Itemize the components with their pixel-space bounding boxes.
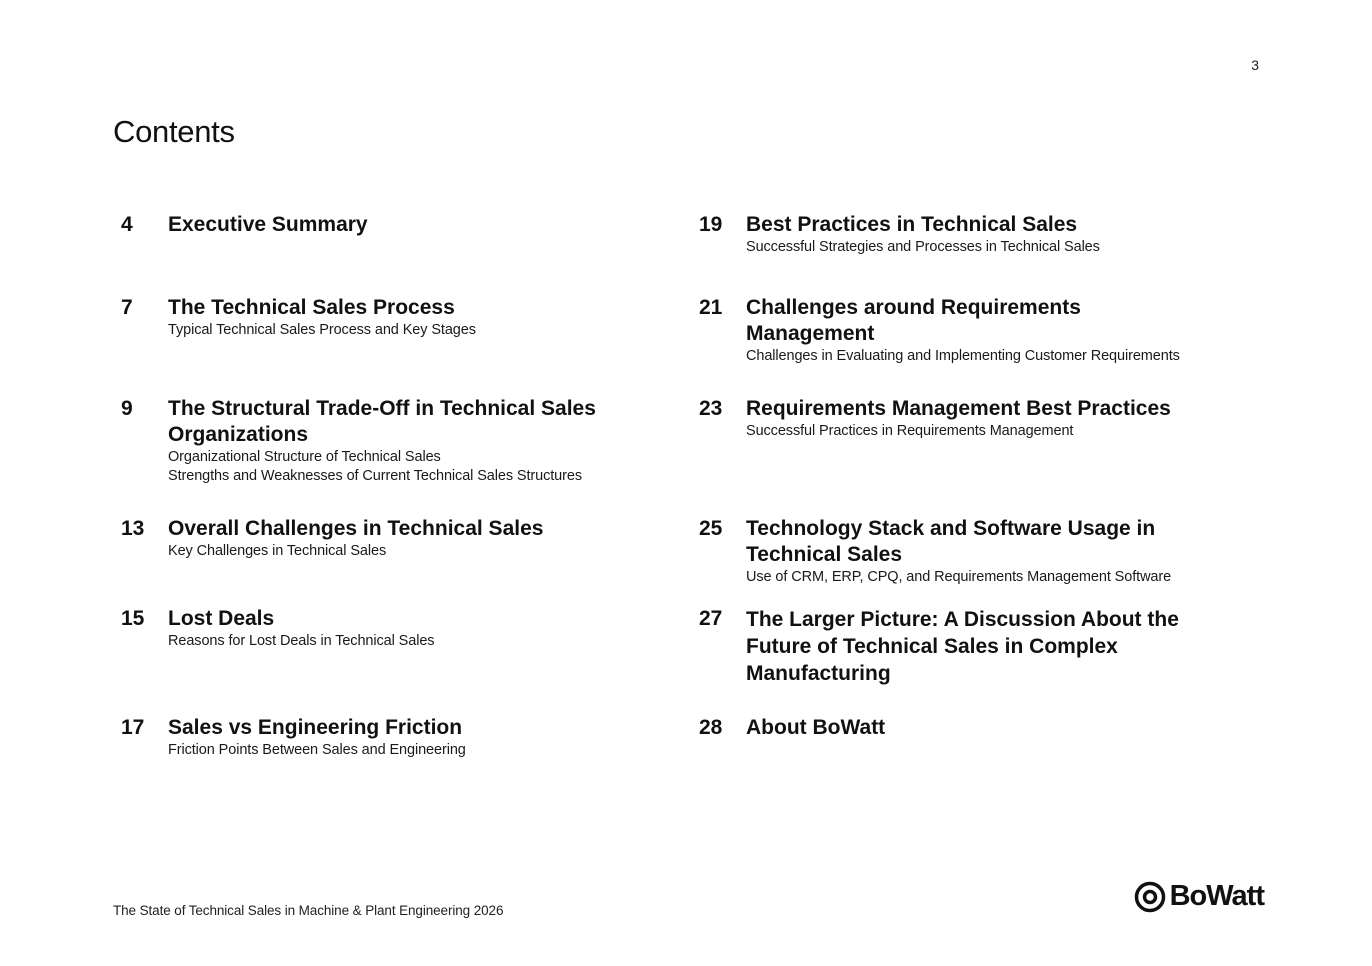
toc-page-number: 15 bbox=[121, 607, 145, 630]
toc-subheading: Reasons for Lost Deals in Technical Sales bbox=[168, 633, 435, 649]
toc-subheading: Strengths and Weaknesses of Current Technical Sales Structures bbox=[168, 468, 582, 484]
toc-subheading: Organizational Structure of Technical Sales bbox=[168, 449, 441, 465]
toc-heading: Requirements Management Best Practices bbox=[746, 397, 1171, 420]
toc-page-number: 28 bbox=[699, 716, 723, 739]
toc-page-number: 21 bbox=[699, 296, 723, 319]
footer-document-title: The State of Technical Sales in Machine & Plant Engineering 2026 bbox=[113, 903, 504, 918]
toc-page-number: 17 bbox=[121, 716, 145, 739]
toc-page-number: 7 bbox=[121, 296, 133, 319]
toc-heading: Executive Summary bbox=[168, 213, 368, 236]
toc-page-number: 9 bbox=[121, 397, 133, 420]
toc-heading: Overall Challenges in Technical Sales bbox=[168, 517, 544, 540]
toc-heading: Best Practices in Technical Sales bbox=[746, 213, 1078, 236]
toc-heading: About BoWatt bbox=[746, 716, 886, 739]
page-number: 3 bbox=[1251, 57, 1259, 73]
brand-logo bbox=[1134, 880, 1264, 913]
concentric-circle-logo-icon bbox=[1134, 881, 1166, 913]
toc-heading: Sales vs Engineering Friction bbox=[168, 716, 463, 739]
toc-page-number: 27 bbox=[699, 607, 723, 630]
toc-subheading: Successful Strategies and Processes in Technical Sales bbox=[746, 239, 1100, 255]
toc-page-number: 25 bbox=[699, 517, 723, 540]
toc-heading: Challenges around Requirements Management bbox=[746, 296, 1081, 345]
page-title: Contents bbox=[113, 114, 235, 149]
toc-page-number: 4 bbox=[121, 213, 133, 236]
toc-heading: The Technical Sales Process bbox=[168, 296, 455, 319]
toc-heading: The Structural Trade-Off in Technical Sales Organizations bbox=[168, 397, 596, 446]
toc-subheading: Use of CRM, ERP, CPQ, and Requirements Management Software bbox=[746, 569, 1172, 585]
brand-name: BoWatt bbox=[1169, 880, 1264, 912]
toc-page-number: 13 bbox=[121, 517, 145, 540]
toc-subheading: Successful Practices in Requirements Management bbox=[746, 423, 1074, 439]
toc-subheading: Typical Technical Sales Process and Key Stages bbox=[168, 322, 476, 338]
toc-subheading: Key Challenges in Technical Sales bbox=[168, 543, 387, 559]
toc-heading: The Larger Picture: A Discussion About the Future of Technical Sales in Complex Manufacturing bbox=[746, 608, 1179, 685]
toc-subheading: Friction Points Between Sales and Engineering bbox=[168, 742, 466, 758]
toc-heading: Technology Stack and Software Usage in Technical Sales bbox=[746, 517, 1156, 566]
toc-page-number: 23 bbox=[699, 397, 723, 420]
toc-heading: Lost Deals bbox=[168, 607, 275, 630]
toc-page-number: 19 bbox=[699, 213, 723, 236]
toc-subheading: Challenges in Evaluating and Implementing Customer Requirements bbox=[746, 348, 1180, 364]
